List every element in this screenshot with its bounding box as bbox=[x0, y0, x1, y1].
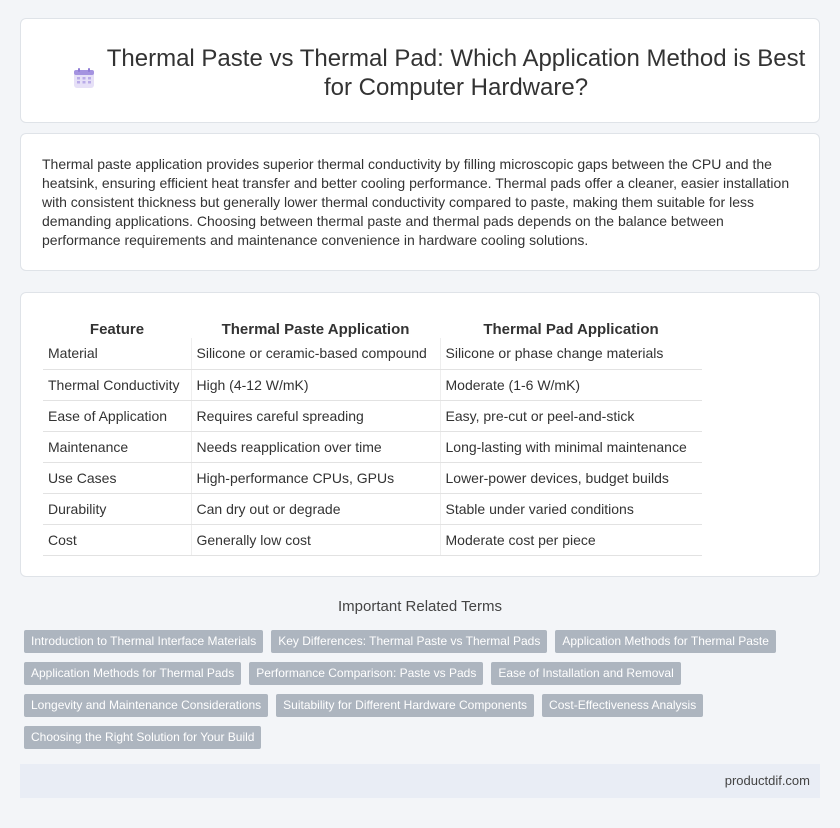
paste-cell: High (4-12 W/mK) bbox=[191, 369, 440, 400]
table-row bbox=[43, 493, 702, 524]
table-row bbox=[43, 338, 702, 369]
pad-cell: Moderate cost per piece bbox=[440, 524, 702, 555]
pad-cell: Long-lasting with minimal maintenance bbox=[440, 431, 702, 462]
related-term-tag[interactable]: Performance Comparison: Paste vs Pads bbox=[249, 662, 483, 685]
table-header-row bbox=[43, 316, 702, 338]
header-feature: Feature bbox=[89, 321, 145, 338]
pad-cell: Silicone or phase change materials bbox=[440, 338, 702, 369]
feature-cell: Maintenance bbox=[43, 431, 191, 462]
related-term-tag[interactable]: Ease of Installation and Removal bbox=[491, 662, 680, 685]
feature-cell: Ease of Application bbox=[43, 400, 191, 431]
pad-cell: Easy, pre-cut or peel-and-stick bbox=[440, 400, 702, 431]
paste-cell: Can dry out or degrade bbox=[191, 493, 440, 524]
feature-cell: Cost bbox=[43, 524, 191, 555]
title-card bbox=[20, 18, 820, 123]
related-term-tag[interactable]: Introduction to Thermal Interface Materials bbox=[24, 630, 263, 653]
paste-cell: Generally low cost bbox=[191, 524, 440, 555]
feature-cell: Material bbox=[43, 338, 191, 369]
related-terms-list bbox=[24, 630, 820, 749]
paste-cell: Silicone or ceramic-based compound bbox=[191, 338, 440, 369]
paste-cell: High-performance CPUs, GPUs bbox=[191, 462, 440, 493]
paste-cell: Requires careful spreading bbox=[191, 400, 440, 431]
feature-cell: Thermal Conductivity bbox=[43, 369, 191, 400]
header-thermal-pad: Thermal Pad Application bbox=[483, 321, 659, 338]
pad-cell: Lower-power devices, budget builds bbox=[440, 462, 702, 493]
header-thermal-paste: Thermal Paste Application bbox=[221, 321, 410, 338]
table-row bbox=[43, 524, 702, 555]
table-row bbox=[43, 369, 702, 400]
related-term-tag[interactable]: Key Differences: Thermal Paste vs Thermal Pads bbox=[271, 630, 547, 653]
table-row bbox=[43, 431, 702, 462]
intro-card bbox=[20, 133, 820, 271]
feature-cell: Use Cases bbox=[43, 462, 191, 493]
calendar-grid-icon bbox=[73, 67, 95, 89]
related-term-tag[interactable]: Application Methods for Thermal Pads bbox=[24, 662, 241, 685]
related-term-tag[interactable]: Longevity and Maintenance Considerations bbox=[24, 694, 268, 717]
comparison-table-card bbox=[20, 292, 820, 577]
related-term-tag[interactable]: Cost-Effectiveness Analysis bbox=[542, 694, 703, 717]
pad-cell: Stable under varied conditions bbox=[440, 493, 702, 524]
related-term-tag[interactable]: Choosing the Right Solution for Your Build bbox=[24, 726, 261, 749]
page-title: Thermal Paste vs Thermal Pad: Which Application Method is Best for Computer Hardware? bbox=[106, 45, 806, 101]
site-name[interactable]: productdif.com bbox=[724, 773, 810, 788]
related-terms-heading: Important Related Terms bbox=[338, 598, 502, 615]
related-term-tag[interactable]: Application Methods for Thermal Paste bbox=[555, 630, 776, 653]
comparison-table bbox=[43, 316, 702, 556]
feature-cell: Durability bbox=[43, 493, 191, 524]
intro-paragraph: Thermal paste application provides superior thermal conductivity by filling microscopic gaps between the CPU and the heatsink, ensuring efficient heat transfer and better cooling performance. Thermal pads offer a cleaner, easier installation with consistent thickness but generally lower thermal conductivity compared to paste, making them suitable for less demanding applications. Choosing between thermal paste and thermal pads depends on the balance between performance requirements and maintenance convenience in hardware cooling solutions. bbox=[42, 156, 790, 248]
table-row bbox=[43, 462, 702, 493]
paste-cell: Needs reapplication over time bbox=[191, 431, 440, 462]
related-term-tag[interactable]: Suitability for Different Hardware Components bbox=[276, 694, 534, 717]
table-row bbox=[43, 400, 702, 431]
pad-cell: Moderate (1-6 W/mK) bbox=[440, 369, 702, 400]
footer bbox=[20, 764, 820, 798]
